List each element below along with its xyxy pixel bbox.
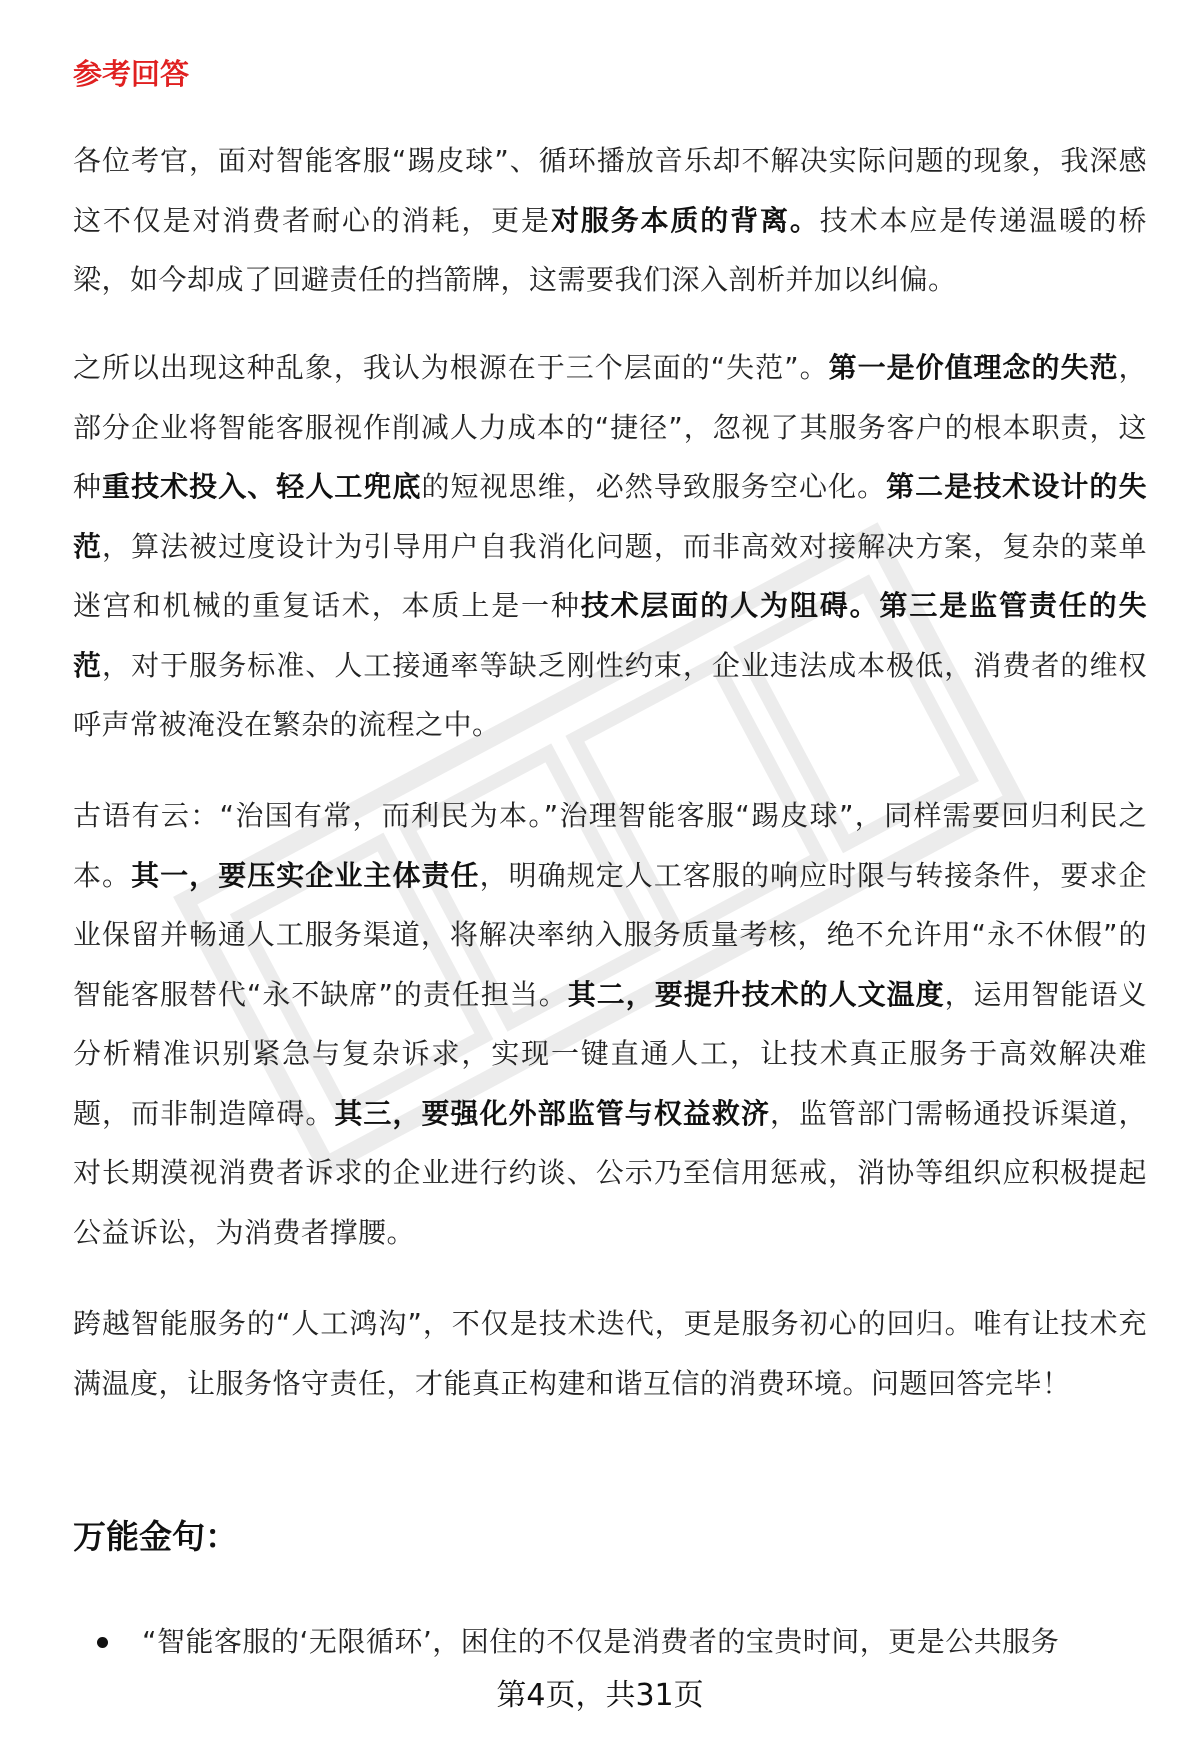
emphasis-text: 重技术投入、轻人工兜底	[102, 470, 422, 503]
answer-paragraph-solutions	[73, 786, 1147, 1262]
text-run: ，明确规定人工客服的响应时限与转接条件，要求企业保留并畅通人工服务渠道，将解决率纳入服务质量考核，绝不允许用“永不休假”的智能客服替代“永不缺席”的责任担当。	[73, 858, 1147, 1011]
text-run: ，运用智能语义分析精准识别紧急与复杂诉求，实现一键直通人工，让技术真正服务于高效解决难题，而非制造障碍。	[73, 977, 1147, 1130]
text-run: 跨越智能服务的“人工鸿沟”，不仅是技术迭代，更是服务初心的回归。唯有让技术充满温度，让服务恪守责任，才能真正构建和谐互信的消费环境。问题回答完毕！	[73, 1307, 1147, 1400]
emphasis-text: 第一是价值理念的失范	[828, 351, 1119, 384]
golden-quotes-heading: 万能金句：	[73, 1517, 238, 1556]
bullet-dot-icon	[97, 1637, 108, 1648]
text-run: ，部分企业将智能客服视作削减人力成本的“捷径”，忽视了其服务客户的根本职责，这种	[73, 351, 1147, 503]
answer-paragraph-conclusion	[73, 1294, 1147, 1413]
text-run: 技术本应是传递温暖的桥梁，如今却成了回避责任的挡箭牌，这需要我们深入剖析并加以纠偏。	[73, 203, 1147, 296]
golden-quote-item	[97, 1612, 1157, 1672]
emphasis-text: 对服务本质的背离。	[550, 203, 820, 237]
emphasis-text: 其一，要压实企业主体责任	[131, 858, 480, 892]
answer-paragraph-intro	[73, 131, 1147, 310]
text-run: ，对于服务标准、人工接通率等缺乏刚性约束，企业违法成本极低，消费者的维权呼声常被淹没在繁杂的流程之中。	[73, 648, 1147, 741]
page-number-footer: 第4页，共31页	[496, 1678, 704, 1713]
text-run: 的短视思维，必然导致服务空心化。	[421, 470, 887, 503]
emphasis-text: 第二是技术设计的失范	[73, 470, 1147, 563]
text-run: 古语有云：“治国有常，而利民为本。”治理智能客服“踢皮球”，同样需要回归利民之本。	[73, 799, 1147, 892]
text-run: 各位考官，面对智能客服“踢皮球”、循环播放音乐却不解决实际问题的现象，我深感这不仅是对消费者耐心的消耗，更是	[73, 144, 1147, 237]
answer-section-title: 参考回答	[73, 57, 190, 91]
emphasis-text: 其三，要强化外部监管与权益救济	[334, 1096, 770, 1130]
text-run: ，监管部门需畅通投诉渠道，对长期漠视消费者诉求的企业进行约谈、公示乃至信用惩戒，消协等组织应积极提起公益诉讼，为消费者撑腰。	[73, 1096, 1147, 1249]
golden-quote-text: “智能客服的‘无限循环’，困住的不仅是消费者的宝贵时间，更是公共服务	[142, 1625, 1060, 1658]
answer-paragraph-causes	[73, 338, 1147, 755]
text-run: 之所以出现这种乱象，我认为根源在于三个层面的“失范”。	[73, 351, 829, 384]
text-run: ，算法被过度设计为引导用户自我消化问题，而非高效对接解决方案，复杂的菜单迷宫和机械的重复话术，本质上是一种	[73, 529, 1147, 622]
emphasis-text: 技术层面的人为阻碍。第三是监管责任的失范	[73, 589, 1147, 682]
emphasis-text: 其二，要提升技术的人文温度	[567, 977, 945, 1011]
